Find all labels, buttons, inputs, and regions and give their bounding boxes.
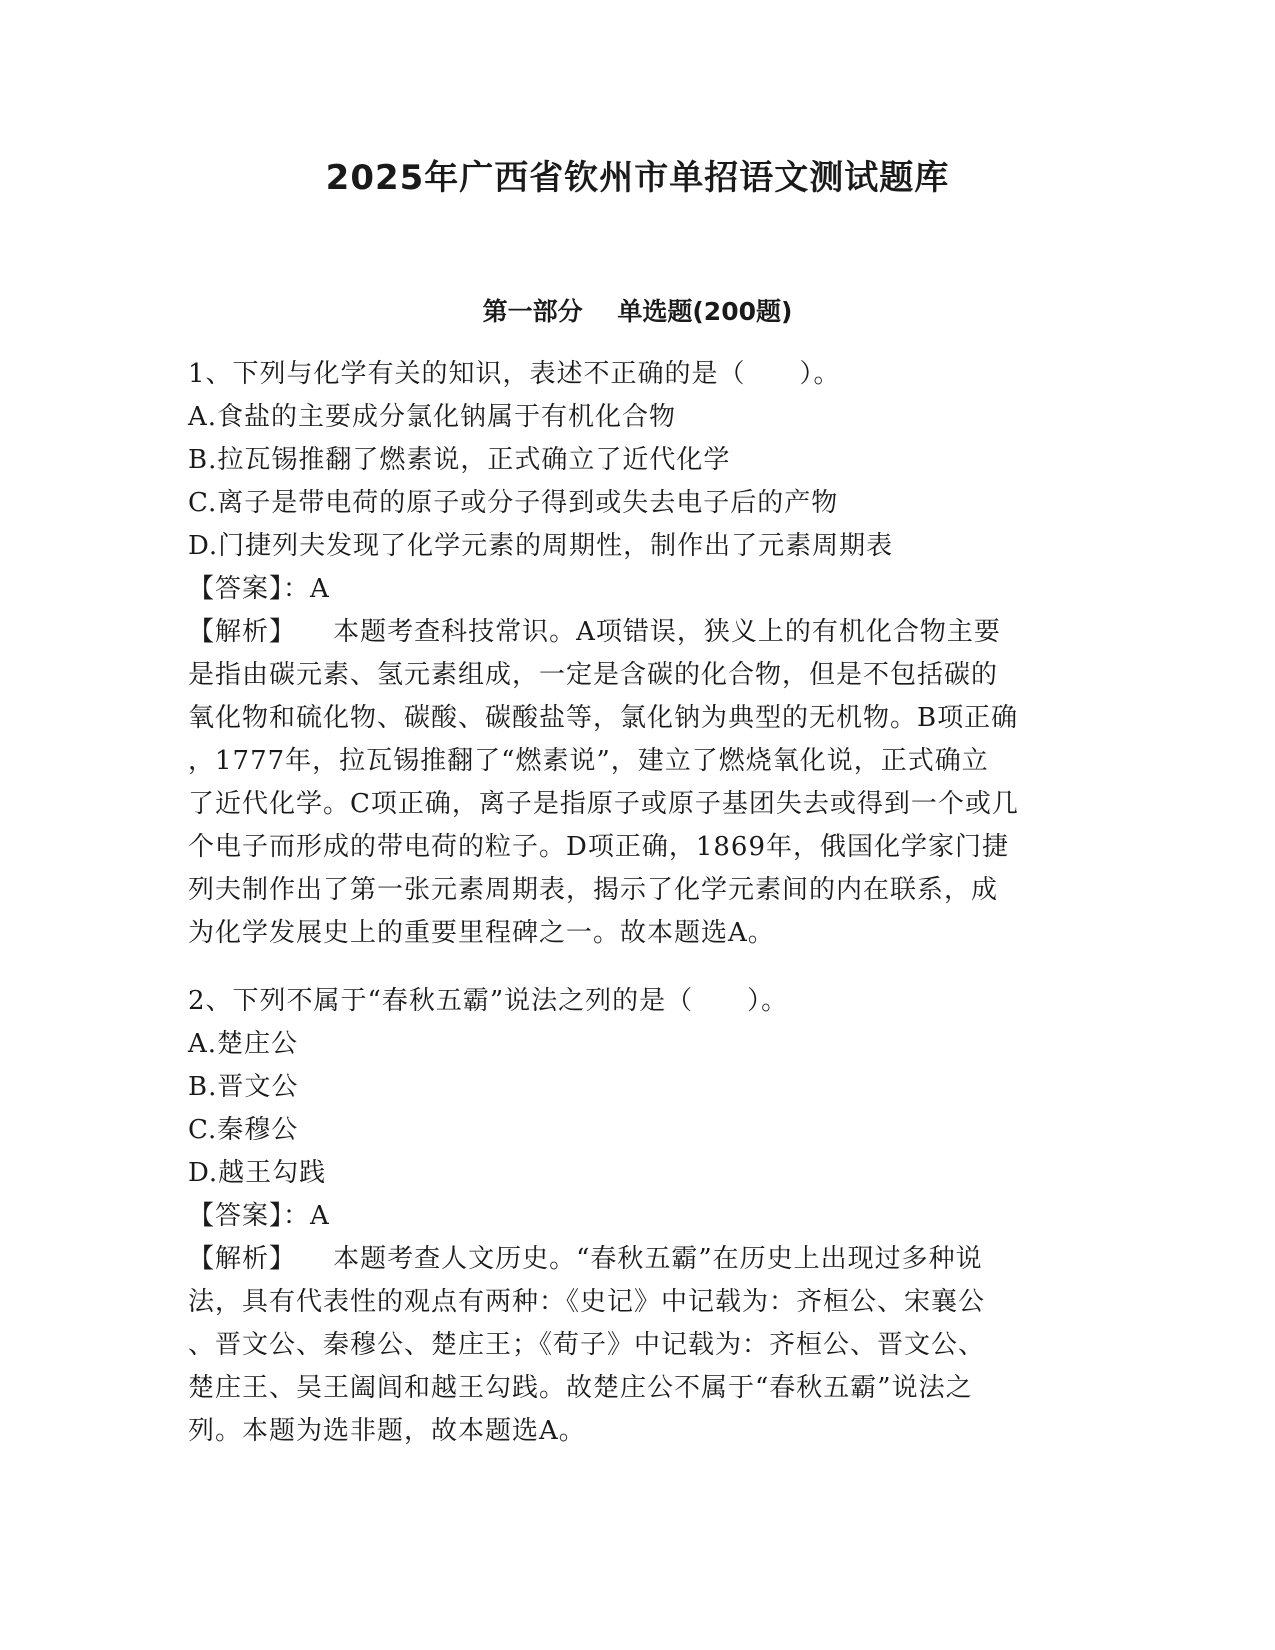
option-c: C.秦穆公: [188, 1115, 299, 1145]
analysis-line: 列夫制作出了第一张元素周期表，揭示了化学元素间的内在联系，成: [188, 875, 999, 905]
analysis-block: [188, 1238, 1088, 1453]
answer-line: [188, 1195, 1088, 1238]
analysis-line: 了近代化学。C项正确，离子是指原子或原子基团失去或得到一个或几: [188, 789, 1019, 819]
analysis-label: 【解析】: [188, 1244, 297, 1274]
question-stem: 1、下列与化学有关的知识，表述不正确的是（ ）。: [188, 359, 841, 389]
question-stem: 2、下列不属于“春秋五霸”说法之列的是（ ）。: [188, 986, 789, 1016]
answer-line: [188, 568, 1088, 611]
analysis-text: 本题考查人文历史。“春秋五霸”在历史上出现过多种说: [333, 1244, 983, 1274]
question-2: [188, 980, 1088, 1453]
option-b: B.晋文公: [188, 1072, 299, 1102]
analysis-line: [188, 611, 1088, 654]
option-a: A.楚庄公: [188, 1029, 299, 1059]
answer-value: A: [310, 574, 330, 604]
question-1: [188, 353, 1088, 955]
analysis-text: 本题考查科技常识。A项错误，狭义上的有机化合物主要: [333, 617, 1001, 647]
section-title: 第一部分 单选题(200题): [482, 297, 793, 326]
analysis-line: 氧化物和硫化物、碳酸、碳酸盐等，氯化钠为典型的无机物。B项正确: [188, 703, 1019, 733]
analysis-line: 为化学发展史上的重要里程碑之一。故本题选A。: [188, 918, 775, 948]
analysis-line: 是指由碳元素、氢元素组成，一定是含碳的化合物，但是不包括碳的: [188, 660, 999, 690]
option-d: D.门捷列夫发现了化学元素的周期性，制作出了元素周期表: [188, 531, 894, 561]
analysis-line: 法，具有代表性的观点有两种：《史记》中记载为：齐桓公、宋襄公: [188, 1287, 986, 1317]
option-c: C.离子是带电荷的原子或分子得到或失去电子后的产物: [188, 488, 839, 518]
answer-label: 【答案】：: [188, 1201, 311, 1231]
option-a: A.食盐的主要成分氯化钠属于有机化合物: [188, 402, 677, 432]
analysis-line: 列。本题为选非题，故本题选A。: [188, 1416, 586, 1446]
analysis-line: ，1777年，拉瓦锡推翻了“燃素说”，建立了燃烧氧化说，正式确立: [188, 746, 989, 776]
analysis-line: 楚庄王、吴王阖闾和越王勾践。故楚庄公不属于“春秋五霸”说法之: [188, 1373, 973, 1403]
answer-label: 【答案】：: [188, 574, 311, 604]
option-b: B.拉瓦锡推翻了燃素说，正式确立了近代化学: [188, 445, 731, 475]
analysis-line: 、晋文公、秦穆公、楚庄王；《荀子》中记载为：齐桓公、晋文公、: [188, 1330, 986, 1360]
analysis-label: 【解析】: [188, 617, 297, 647]
document-title: 2025年广西省钦州市单招语文测试题库: [325, 158, 950, 198]
analysis-line: 个电子而形成的带电荷的粒子。D项正确，1869年，俄国化学家门捷: [188, 832, 1010, 862]
analysis-line: [188, 1238, 1088, 1281]
answer-value: A: [310, 1201, 330, 1231]
option-d: D.越王勾践: [188, 1158, 327, 1188]
analysis-block: [188, 611, 1088, 955]
